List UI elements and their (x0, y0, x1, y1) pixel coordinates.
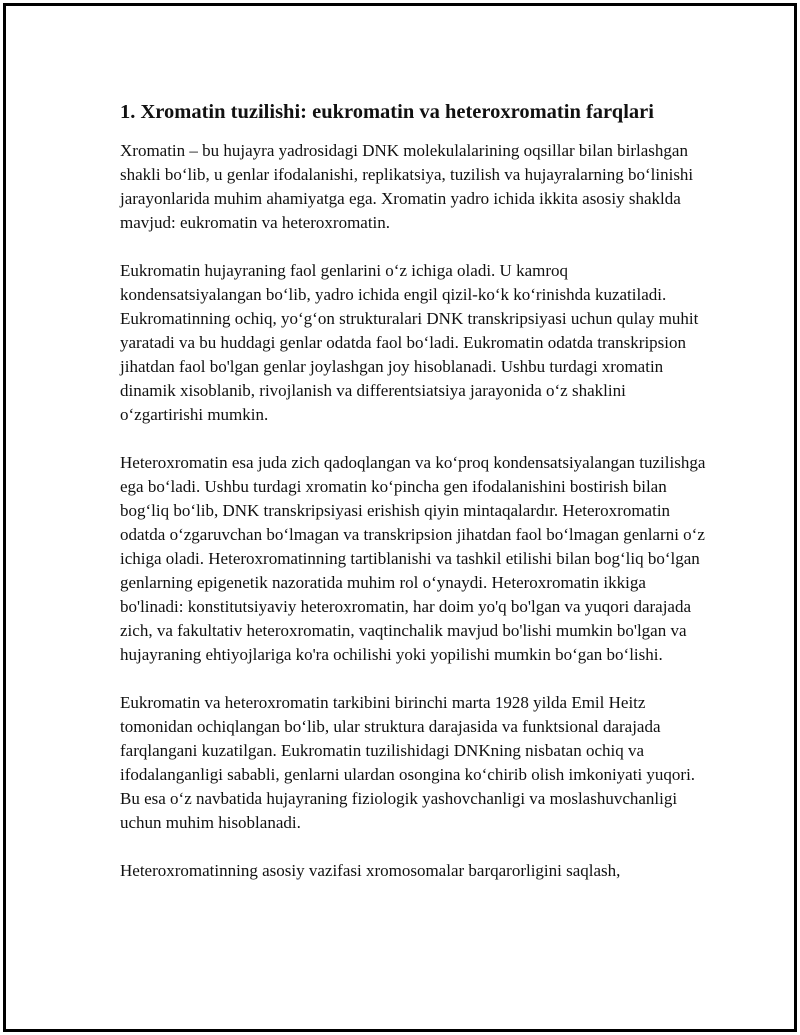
document-body (120, 99, 710, 883)
paragraph-function: Heteroxromatinning asosiy vazifasi xromosomalar barqarorligini saqlash, (120, 861, 621, 880)
section-heading: 1. Xromatin tuzilishi: eukromatin va heteroxromatin farqlari (120, 101, 654, 123)
page-frame (3, 3, 797, 1032)
paragraph-heteroxromatin: Heteroxromatin esa juda zich qadoqlangan va ko‘proq kondensatsiyalangan tuzilishga ega bo‘ladi. Ushbu turdagi xromatin ko‘pincha gen ifodalanishini bostirish bilan bog‘liq bo‘lib, DNK transkripsiyasi erishish qiyin mintaqalardır. Heteroxromatin odatda o‘zgaruvchan bo‘lmagan va transkripsion jihatdan faol bo‘lmagan genlarni o‘z ichiga oladi. Heteroxromatinning tartiblanishi va tashkil etilishi bilan bog‘liq bo‘lgan genlarning epigenetik nazoratida muhim rol o‘ynaydi. Heteroxromatin ikkiga bo'linadi: konstitutsiyaviy heteroxromatin, har doim yo'q bo'lgan va yuqori darajada zich, va fakultativ heteroxromatin, vaqtinchalik mavjud bo'lishi mumkin bo'lgan va hujayraning ehtiyojlariga ko'ra ochilishi yoki yopilishi mumkin bo‘gan bo‘lishi. (120, 453, 706, 664)
paragraph-history: Eukromatin va heteroxromatin tarkibini birinchi marta 1928 yilda Emil Heitz tomonidan ochiqlangan bo‘lib, ular struktura darajasida va funktsional darajada farqlangani kuzatilgan. Eukromatin tuzilishidagi DNKning nisbatan ochiq va ifodalanganligi sababli, genlarni ulardan osongina ko‘chirib olish imkoniyati yuqori. Bu esa o‘z navbatida hujayraning fiziologik yashovchanligi va moslashuvchanligi uchun muhim hisoblanadi. (120, 693, 696, 832)
paragraph-eukromatin: Eukromatin hujayraning faol genlarini o‘z ichiga oladi. U kamroq kondensatsiyalangan bo‘lib, yadro ichida engil qizil-ko‘k ko‘rinishda kuzatiladi. Eukromatinning ochiq, yo‘g‘on strukturalari DNK transkripsiyasi uchun qulay muhit yaratadi va bu huddagi genlar odatda faol bo‘ladi. Eukromatin odatda transkripsion jihatdan faol bo'lgan genlar joylashgan joy hisoblanadi. Ushbu turdagi xromatin dinamik xisoblanib, rivojlanish va differentsiatsiya jarayonida o‘z shaklini o‘zgartirishi mumkin. (120, 261, 699, 424)
paragraph-intro: Xromatin – bu hujayra yadrosidagi DNK molekulalarining oqsillar bilan birlashgan shakli bo‘lib, u genlar ifodalanishi, replikatsiya, tuzilish va hujayralarning bo‘linishi jarayonlarida muhim ahamiyatga ega. Xromatin yadro ichida ikkita asosiy shaklda mavjud: eukromatin va heteroxromatin. (120, 141, 694, 232)
